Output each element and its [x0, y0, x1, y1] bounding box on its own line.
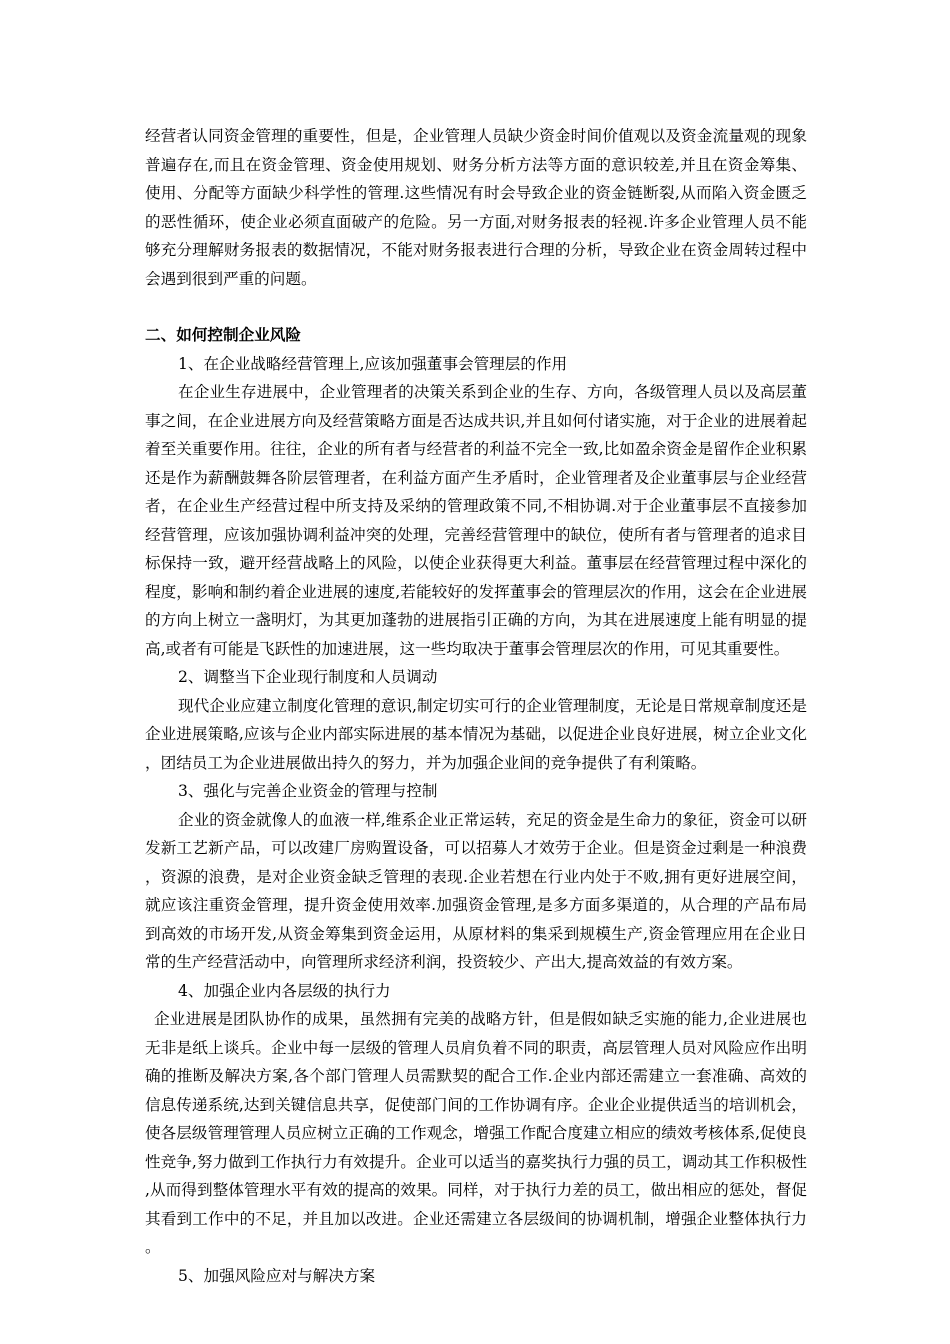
subsection-body-2: 现代企业应建立制度化管理的意识,制定切实可行的企业管理制度，无论是日常规章制度还是企业进展策略,应该与企业内部实际进展的基本情况为基础，以促进企业良好进展，树立企业文化，团结员工为企业进展做出持久的努力，并为加强企业间的竞争提供了有利策略。 [145, 696, 807, 772]
document-page [145, 122, 807, 1290]
subsection-heading-1: 1、在企业战略经营管理上,应该加强董事会管理层的作用 [178, 354, 568, 373]
subsection-body-1: 在企业生存进展中，企业管理者的决策关系到企业的生存、方向，各级管理人员以及高层董事之间，在企业进展方向及经营策略方面是否达成共识,并且如何付诸实施，对于企业的进展着起着至关重要作用。往往，企业的所有者与经营者的利益不完全一致,比如盈余资金是留作企业积累还是作为薪酬鼓舞各阶层管理者，在利益方面产生矛盾时，企业管理者及企业董事层与企业经营者，在企业生产经营过程中所支持及采纳的管理政策不同,不相协调.对于企业董事层不直接参加经营管理，应该加强协调利益冲突的处理，完善经营管理中的缺位，使所有者与管理者的追求目标保持一致，避开经营战略上的风险，以使企业获得更大利益。董事层在经营管理过程中深化的程度，影响和制约着企业进展的速度,若能较好的发挥董事会的管理层次的作用，这会在企业进展的方向上树立一盏明灯，为其更加蓬勃的进展指引正确的方向，为其在进展速度上能有明显的提高,或者有可能是飞跃性的加速进展，这一些均取决于董事会管理层次的作用，可见其重要性。 [145, 383, 807, 658]
subsection-body-3: 企业的资金就像人的血液一样,维系企业正常运转，充足的资金是生命力的象征，资金可以研发新工艺新产品，可以改建厂房购置设备，可以招募人才效劳于企业。但是资金过剩是一种浪费，资源的浪费，是对企业资金缺乏管理的表现.企业若想在行业内处于不败,拥有更好进展空间，就应该注重资金管理，提升资金使用效率.加强资金管理,是多方面多渠道的，从合理的产品布局到高效的市场开发,从资金筹集到资金运用，从原材料的集采到规模生产,资金管理应用在企业日常的生产经营活动中，向管理所求经济利润，投资较少、产出大,提高效益的有效方案。 [145, 810, 807, 971]
subsection-heading-2: 2、调整当下企业现行制度和人员调动 [178, 668, 438, 686]
subsection-heading-4: 4、加强企业内各层级的执行力 [178, 981, 391, 1000]
subsection-heading-3: 3、强化与完善企业资金的管理与控制 [178, 782, 438, 800]
subsection-heading-5: 5、加强风险应对与解决方案 [178, 1266, 376, 1285]
intro-paragraph: 经营者认同资金管理的重要性，但是，企业管理人员缺少资金时间价值观以及资金流量观的现象普遍存在,而且在资金管理、资金使用规划、财务分析方法等方面的意识较差,并且在资金筹集、使用、分配等方面缺少科学性的管理.这些情况有时会导致企业的资金链断裂,从而陷入资金匮乏的恶性循环，使企业必须直面破产的危险。另一方面,对财务报表的轻视.许多企业管理人员不能够充分理解财务报表的数据情况，不能对财务报表进行合理的分析，导致企业在资金周转过程中会遇到很到严重的问题。 [145, 127, 807, 288]
subsection-body-4: 企业进展是团队协作的成果，虽然拥有完美的战略方针，但是假如缺乏实施的能力,企业进展也无非是纸上谈兵。企业中每一层级的管理人员肩负着不同的职责，高层管理人员对风险应作出明确的推断及解决方案,各个部门管理人员需默契的配合工作.企业内部还需建立一套准确、高效的信息传递系统,达到关键信息共享，促使部门间的工作协调有序。企业企业提供适当的培训机会，使各层级管理管理人员应树立正确的工作观念，增强工作配合度建立相应的绩效考核体系,促使良性竞争,努力做到工作执行力有效提升。企业可以适当的嘉奖执行力强的员工，调动其工作积极性,从而得到整体管理水平有效的提高的效果。同样，对于执行力差的员工，做出相应的惩处，督促其看到工作中的不足，并且加以改进。企业还需建立各层级间的协调机制，增强企业整体执行力。 [145, 1010, 807, 1256]
section-title: 二、如何控制企业风险 [145, 325, 301, 344]
